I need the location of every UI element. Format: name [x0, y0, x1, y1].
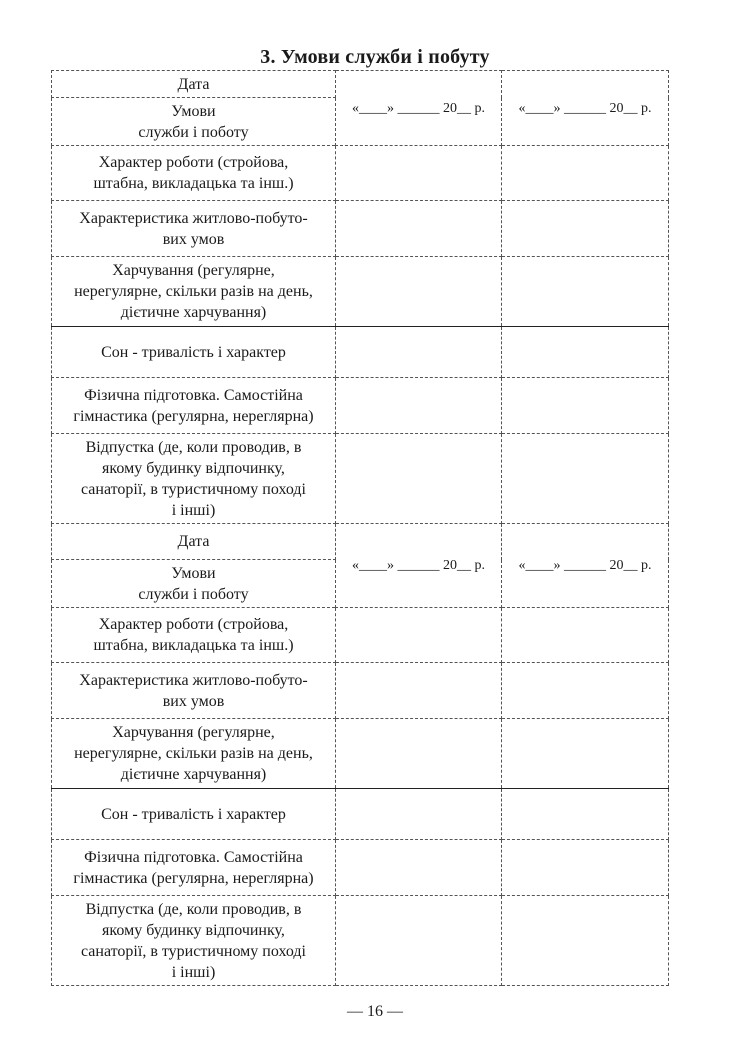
page-number: — 16 — — [347, 1003, 403, 1020]
entry-cell[interactable] — [336, 257, 502, 327]
entry-cell[interactable] — [336, 201, 502, 257]
row-label: Відпустка (де, коли проводив, в якому будинку відпочинку, санаторії, в туристичному поході і інші) — [52, 896, 336, 986]
date-header-label: Дата — [52, 71, 336, 98]
date-header-label: Дата — [52, 524, 336, 560]
row-label: Сон - тривалість і характер — [52, 789, 336, 840]
entry-cell[interactable] — [502, 146, 669, 201]
row-label: Сон - тривалість і характер — [52, 327, 336, 378]
entry-cell[interactable] — [502, 327, 669, 378]
entry-cell[interactable] — [502, 257, 669, 327]
living-conditions-table — [51, 70, 669, 986]
date-field[interactable]: «____» ______ 20__ р. — [502, 71, 669, 146]
date-field[interactable]: «____» ______ 20__ р. — [336, 71, 502, 146]
entry-cell[interactable] — [502, 201, 669, 257]
entry-cell[interactable] — [336, 896, 502, 986]
entry-cell[interactable] — [502, 789, 669, 840]
page-title: 3. Умови служби і побуту — [260, 46, 490, 68]
row-label: Фізична підготовка. Самостійна гімнастика (регулярна, нереглярна) — [52, 378, 336, 434]
entry-cell[interactable] — [502, 840, 669, 896]
entry-cell[interactable] — [336, 608, 502, 663]
entry-cell[interactable] — [336, 789, 502, 840]
row-label: Харчування (регулярне, нерегулярне, скільки разів на день, дієтичне харчування) — [52, 719, 336, 789]
row-label: Характер роботи (стройова, штабна, викладацька та інш.) — [52, 146, 336, 201]
entry-cell[interactable] — [502, 378, 669, 434]
entry-cell[interactable] — [502, 434, 669, 524]
entry-cell[interactable] — [336, 146, 502, 201]
entry-cell[interactable] — [502, 719, 669, 789]
row-label: Відпустка (де, коли проводив, в якому будинку відпочинку, санаторії, в туристичному поході і інші) — [52, 434, 336, 524]
entry-cell[interactable] — [502, 663, 669, 719]
row-label: Харчування (регулярне, нерегулярне, скільки разів на день, дієтичне харчування) — [52, 257, 336, 327]
row-label: Фізична підготовка. Самостійна гімнастика (регулярна, нереглярна) — [52, 840, 336, 896]
row-label: Характеристика житлово-побуто- вих умов — [52, 201, 336, 257]
conditions-header-label: Умови служби і поботу — [52, 98, 336, 146]
row-label: Характеристика житлово-побуто- вих умов — [52, 663, 336, 719]
entry-cell[interactable] — [336, 840, 502, 896]
entry-cell[interactable] — [502, 896, 669, 986]
date-field[interactable]: «____» ______ 20__ р. — [502, 524, 669, 608]
conditions-header-label: Умови служби і поботу — [52, 560, 336, 608]
entry-cell[interactable] — [336, 378, 502, 434]
entry-cell[interactable] — [336, 663, 502, 719]
row-label: Характер роботи (стройова, штабна, викладацька та інш.) — [52, 608, 336, 663]
entry-cell[interactable] — [336, 327, 502, 378]
entry-cell[interactable] — [336, 434, 502, 524]
entry-cell[interactable] — [336, 719, 502, 789]
entry-cell[interactable] — [502, 608, 669, 663]
date-field[interactable]: «____» ______ 20__ р. — [336, 524, 502, 608]
